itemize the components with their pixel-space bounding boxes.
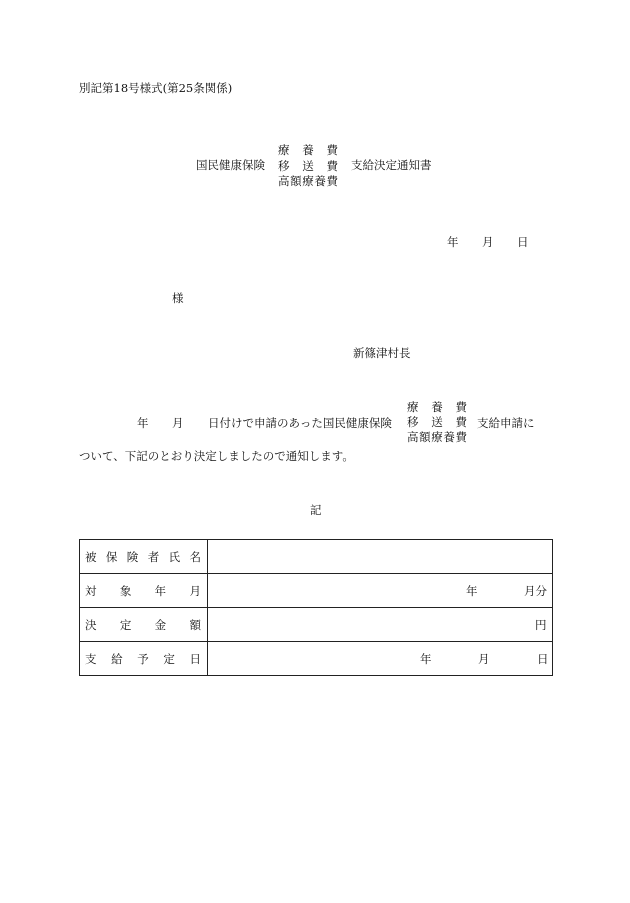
- day-unit: 日: [537, 652, 549, 666]
- decision-detail-table: [79, 539, 553, 676]
- issuer-name: 新篠津村長: [353, 346, 411, 360]
- issue-date-year: 年: [447, 235, 459, 249]
- table-row: [80, 574, 553, 608]
- payment-date-label: 支 給 予 定 日: [85, 651, 201, 666]
- body-option-ryoyohi: 療 養 費: [407, 400, 467, 414]
- ki-heading: 記: [310, 503, 322, 517]
- title-benefit-options: [278, 143, 338, 190]
- issue-date-month: 月: [482, 235, 494, 249]
- title-suffix: 支給決定通知書: [351, 158, 432, 172]
- label-cell: [80, 574, 208, 608]
- title-option-kogaku: 高額療養費: [278, 174, 338, 188]
- decided-amount-label: 決 定 金 額: [85, 617, 201, 632]
- target-month-label: 対 象 年 月: [85, 583, 201, 598]
- label-cell: [80, 642, 208, 676]
- body-text-before: 日付けで申請のあった国民健康保険: [208, 416, 392, 430]
- addressee-honorific: 様: [172, 291, 184, 305]
- title-option-isohi: 移 送 費: [278, 158, 338, 173]
- yen-unit: 円: [535, 618, 547, 632]
- target-month-value: [208, 574, 553, 608]
- insured-name-value: [208, 540, 553, 574]
- decided-amount-value: [208, 608, 553, 642]
- month-unit: 月: [478, 652, 490, 666]
- label-cell: [80, 540, 208, 574]
- year-unit: 年: [420, 652, 432, 666]
- title-option-ryoyohi: 療 養 費: [278, 143, 338, 157]
- body-application-year: 年: [137, 416, 149, 430]
- year-unit: 年: [466, 584, 478, 598]
- payment-date-value: [208, 642, 553, 676]
- form-reference: 別記第18号様式(第25条関係): [79, 81, 233, 95]
- body-option-isohi: 移 送 費: [407, 415, 467, 429]
- title-prefix: 国民健康保険: [196, 158, 265, 172]
- table-row: [80, 608, 553, 642]
- body-continuation: ついて、下記のとおり決定しましたので通知します。: [79, 449, 354, 463]
- body-text-after: 支給申請に: [477, 416, 535, 430]
- label-cell: [80, 608, 208, 642]
- insured-name-label: 被 保 険 者 氏 名: [85, 549, 201, 564]
- table-row: [80, 642, 553, 676]
- body-application-month: 月: [172, 416, 184, 430]
- table-row: [80, 540, 553, 574]
- month-portion-unit: 月分: [524, 584, 547, 598]
- issue-date-day: 日: [517, 235, 529, 249]
- body-benefit-options: [407, 400, 467, 445]
- body-option-kogaku: 高額療養費: [407, 430, 467, 444]
